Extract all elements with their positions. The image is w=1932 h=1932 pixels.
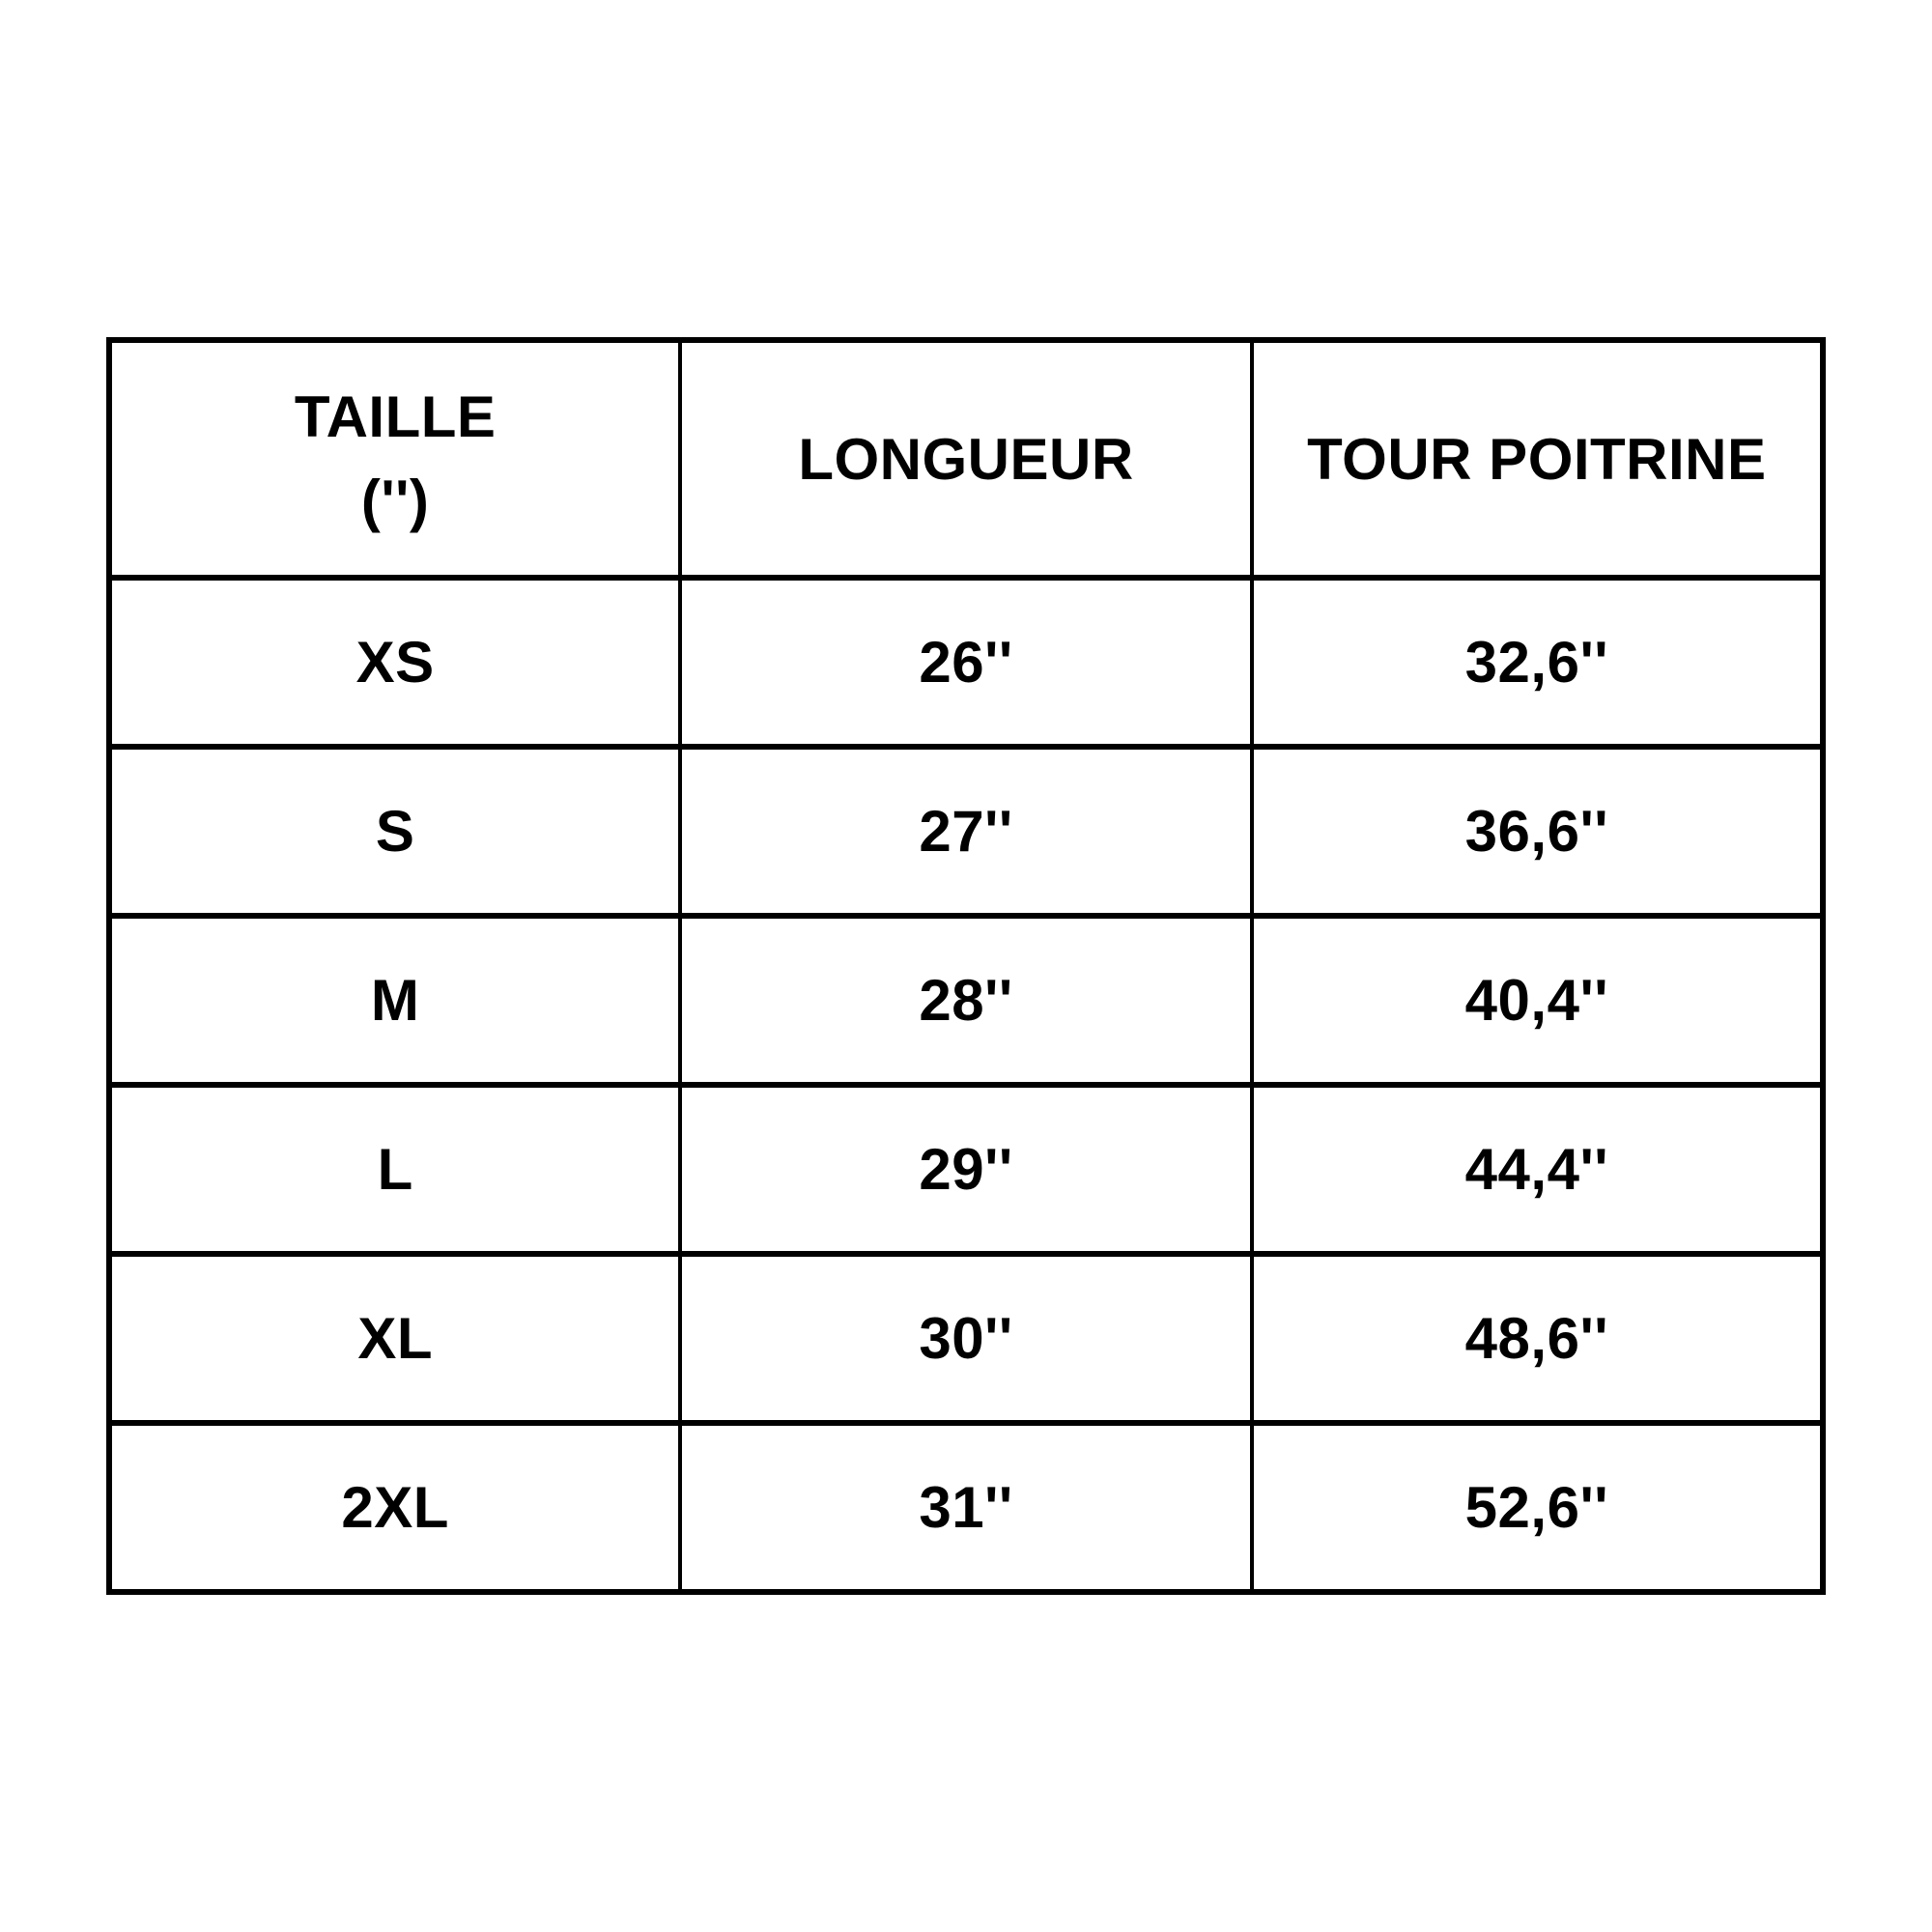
cell-chest: 52,6''	[1252, 1423, 1823, 1592]
cell-size: XL	[109, 1254, 680, 1423]
table-row-2xl	[109, 1423, 1823, 1592]
cell-length: 28''	[680, 916, 1251, 1085]
cell-chest: 36,6''	[1252, 747, 1823, 916]
size-chart-table	[106, 337, 1826, 1595]
table-row-xs	[109, 578, 1823, 747]
header-taille-label: TAILLE	[294, 384, 497, 449]
cell-size: M	[109, 916, 680, 1085]
cell-size: 2XL	[109, 1423, 680, 1592]
cell-length: 26''	[680, 578, 1251, 747]
table-row-m	[109, 916, 1823, 1085]
header-cell-longueur: LONGUEUR	[680, 340, 1251, 578]
table-row-l	[109, 1085, 1823, 1254]
header-row	[109, 340, 1823, 578]
header-taille-unit: ('')	[360, 469, 430, 533]
cell-length: 29''	[680, 1085, 1251, 1254]
cell-length: 31''	[680, 1423, 1251, 1592]
cell-chest: 48,6''	[1252, 1254, 1823, 1423]
cell-length: 30''	[680, 1254, 1251, 1423]
table-row-xl	[109, 1254, 1823, 1423]
cell-chest: 44,4''	[1252, 1085, 1823, 1254]
size-chart	[106, 337, 1826, 1593]
cell-size: S	[109, 747, 680, 916]
cell-length: 27''	[680, 747, 1251, 916]
table-row-s	[109, 747, 1823, 916]
header-cell-tour-poitrine: TOUR POITRINE	[1252, 340, 1823, 578]
cell-chest: 32,6''	[1252, 578, 1823, 747]
cell-size: XS	[109, 578, 680, 747]
cell-chest: 40,4''	[1252, 916, 1823, 1085]
header-cell-taille	[109, 340, 680, 578]
cell-size: L	[109, 1085, 680, 1254]
